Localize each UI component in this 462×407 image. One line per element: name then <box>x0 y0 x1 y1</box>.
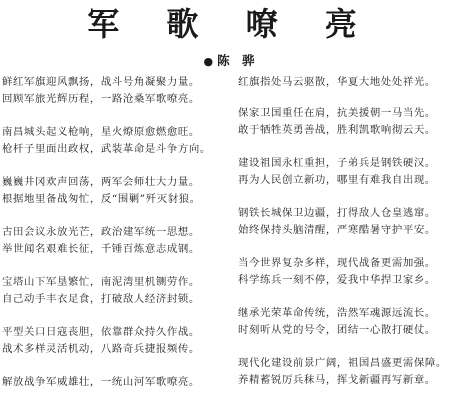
stanza <box>238 255 462 289</box>
verse-line: 科学练兵一刻不停，爱我中华捍卫家乡。 <box>238 274 436 286</box>
verse-line: 南昌城头起义枪响，星火燎原愈燃愈旺。 <box>2 126 200 138</box>
verse-line: 解放战争军威雄壮，一统山河军歌嘹亮。 <box>2 376 200 388</box>
verse-line: 枪杆子里面出政权，武装革命是斗争方向。 <box>2 143 211 155</box>
stanza <box>238 205 462 239</box>
author-name: 陈 骅 <box>217 53 259 68</box>
byline-bullet: ● <box>203 55 214 68</box>
poem-byline <box>0 53 462 70</box>
verse-line: 敢于牺牲英勇善战，胜利凯歌响彻云天。 <box>238 124 436 136</box>
verse-line: 根据地里备战匆忙，反“围剿”歼灭豺狼。 <box>2 193 201 205</box>
verse-line: 当今世界复杂多样，现代战备更需加强。 <box>238 257 436 269</box>
stanza <box>2 74 226 108</box>
stanza <box>2 274 226 308</box>
stanza <box>2 374 226 391</box>
verse-line: 保家卫国重任在肩，抗美援朝一马当先。 <box>238 107 436 119</box>
stanza <box>2 124 226 158</box>
poem-title: 军 歌 嘹 亮 <box>87 5 375 43</box>
stanza <box>2 224 226 258</box>
verse-line: 回顾军旅光辉历程，一路沧桑军歌嘹亮。 <box>2 93 200 105</box>
verse-line: 建设祖国永杠重担，子弟兵是钢铁硬汉。 <box>238 157 436 169</box>
poem-left-column <box>2 74 226 407</box>
stanza <box>238 305 462 339</box>
verse-line: 继承光荣革命传统，浩然军魂源远流长。 <box>238 307 436 319</box>
verse-line: 平型关口日寇丧胆，依靠群众持久作战。 <box>2 326 200 338</box>
verse-line: 举世闻名艰难长征，千锤百炼意志成钢。 <box>2 243 200 255</box>
verse-line: 红旗指处马云驱散，华夏大地处处祥光。 <box>238 76 436 88</box>
verse-line: 宝塔山下军垦繁忙，南泥湾里机铡劳作。 <box>2 276 200 288</box>
stanza <box>238 355 462 389</box>
stanza <box>2 174 226 208</box>
poem-right-column <box>238 74 462 405</box>
verse-line: 战术多样灵活机动，八路奇兵捷报频传。 <box>2 343 200 355</box>
stanza <box>238 74 462 91</box>
stanza <box>2 324 226 358</box>
verse-line: 巍巍井冈欢声回荡，两军会师壮大力量。 <box>2 176 200 188</box>
stanza <box>238 105 462 139</box>
stanza <box>238 155 462 189</box>
verse-line: 养精蓄锐厉兵秣马，挥戈新疆再写新章。 <box>238 374 436 386</box>
verse-line: 钢铁长城保卫边疆，打得敌人仓皇逃窜。 <box>238 207 436 219</box>
verse-line: 鲜红军旗迎风飘扬，战斗号角凝聚力量。 <box>2 76 200 88</box>
verse-line: 时刻听从党的号令，团结一心散打硬仗。 <box>238 324 436 336</box>
verse-line: 再为人民创立新功，哪里有难我自出现。 <box>238 174 436 186</box>
verse-line: 始终保持头脑清醒，严寒酷暑守护平安。 <box>238 224 436 236</box>
verse-line: 现代化建设前景广阔，祖国昌盛更需保障。 <box>238 357 447 369</box>
verse-line: 古田会议永放光芒，政治建军统一思想。 <box>2 226 200 238</box>
verse-line: 自己动手丰衣足食，打破敌人经济封锁。 <box>2 293 200 305</box>
